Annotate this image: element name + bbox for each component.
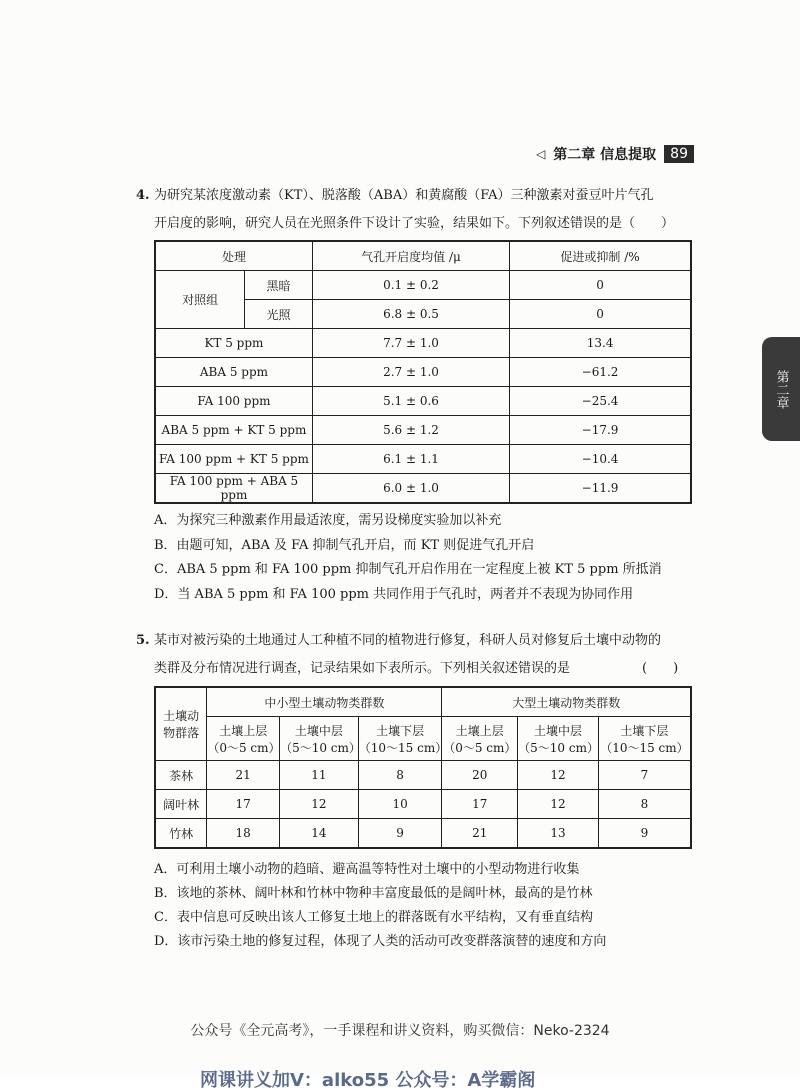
page-header (536, 144, 694, 164)
table-row (155, 474, 691, 504)
question-text-line: 类群及分布情况进行调查，记录结果如下表所示。下列相关叙述错误的是 (154, 661, 571, 676)
table-cell: 6.1 ± 1.1 (312, 445, 509, 474)
question-5 (136, 627, 696, 683)
table-cell: 9 (598, 819, 691, 849)
table-cell: ABA 5 ppm + KT 5 ppm (155, 416, 312, 445)
table-cell: −17.9 (510, 416, 691, 445)
header-cell: 土壤上层 （0～5 cm） (207, 717, 280, 761)
header-cell: 大型土壤动物类群数 (442, 687, 691, 717)
table-cell: 0 (510, 300, 691, 329)
option-d: D．当 ABA 5 ppm 和 FA 100 ppm 共同作用于气孔时，两者并不表现为协同作用 (154, 587, 634, 602)
table-cell: −11.9 (510, 474, 691, 504)
option-b: B．由题可知，ABA 及 FA 抑制气孔开启，而 KT 则促进气孔开启 (154, 538, 535, 553)
corner-cell: 土壤动物群落 (155, 687, 207, 761)
header-cell: 气孔开启度均值 /μ (312, 241, 509, 271)
table-cell: 8 (598, 790, 691, 819)
table-cell: 7.7 ± 1.0 (312, 329, 509, 358)
header-cell: 土壤下层 （10～15 cm） (598, 717, 691, 761)
table-cell: 2.7 ± 1.0 (312, 358, 509, 387)
table-header-row (155, 687, 691, 717)
table-row (155, 271, 691, 300)
question-number: 5. (136, 633, 150, 648)
footer-watermark: 网课讲义加V：alko55 公众号：A学霸阁 (200, 1070, 536, 1091)
header-cell: 土壤上层 （0～5 cm） (442, 717, 518, 761)
table-row (155, 329, 691, 358)
option-a: A．为探究三种激素作用最适浓度，需另设梯度实验加以补充 (154, 513, 502, 528)
option-d: D．该市污染土地的修复过程，体现了人类的活动可改变群落演替的速度和方向 (154, 934, 607, 949)
chapter-side-tab (762, 337, 800, 441)
table-cell: 5.1 ± 0.6 (312, 387, 509, 416)
table-row (155, 358, 691, 387)
table-cell: 13 (518, 819, 599, 849)
table-cell: 6.0 ± 1.0 (312, 474, 509, 504)
header-cell: 土壤下层 （10～15 cm） (358, 717, 442, 761)
table-cell: KT 5 ppm (155, 329, 312, 358)
table-cell: 7 (598, 761, 691, 790)
table-cell: 20 (442, 761, 518, 790)
table-cell: 12 (280, 790, 359, 819)
chapter-title: 第二章 信息提取 (553, 147, 657, 163)
side-tab-label: 第二章 (773, 369, 789, 409)
table-cell: 黑暗 (245, 271, 313, 300)
table-cell: 0 (510, 271, 691, 300)
table-cell: 6.8 ± 0.5 (312, 300, 509, 329)
table-cell: 13.4 (510, 329, 691, 358)
table-row (155, 387, 691, 416)
table-cell: 8 (358, 761, 442, 790)
question-number: 4. (136, 188, 150, 203)
option-c: C．表中信息可反映出该人工修复土地上的群落既有水平结构，又有垂直结构 (154, 910, 593, 925)
table-cell: 14 (280, 819, 359, 849)
header-cell: 中小型土壤动物类群数 (207, 687, 442, 717)
table-cell: 21 (207, 761, 280, 790)
triangle-icon: ◁ (536, 147, 546, 161)
table-cell: FA 100 ppm (155, 387, 312, 416)
table-cell: 9 (358, 819, 442, 849)
table-cell: 茶林 (155, 761, 207, 790)
footer-text: 公众号《全元高考》，一手课程和讲义资料，购买微信：Neko-2324 (190, 1023, 610, 1039)
table-cell: −10.4 (510, 445, 691, 474)
header-cell: 土壤中层 （5～10 cm） (280, 717, 359, 761)
page-number: 89 (664, 145, 694, 163)
table-cell: 0.1 ± 0.2 (312, 271, 509, 300)
table-cell: 5.6 ± 1.2 (312, 416, 509, 445)
table-cell: 18 (207, 819, 280, 849)
answer-paren: ( ) (642, 661, 679, 676)
option-b: B．该地的茶林、阔叶林和竹林中物种丰富度最低的是阔叶林，最高的是竹林 (154, 886, 593, 901)
table-cell: 光照 (245, 300, 313, 329)
table-cell: 17 (442, 790, 518, 819)
table-cell: −25.4 (510, 387, 691, 416)
table-row (155, 416, 691, 445)
table-cell: 10 (358, 790, 442, 819)
hormone-table (154, 240, 692, 504)
table-cell: ABA 5 ppm (155, 358, 312, 387)
table-cell: FA 100 ppm + ABA 5 ppm (155, 474, 312, 504)
table-header-row (155, 717, 691, 761)
table-row (155, 790, 691, 819)
option-c: C．ABA 5 ppm 和 FA 100 ppm 抑制气孔开启作用在一定程度上被 KT 5 ppm 所抵消 (154, 562, 662, 577)
header-cell: 处理 (155, 241, 312, 271)
question-text-line: 为研究某浓度激动素（KT）、脱落酸（ABA）和黄腐酸（FA）三种激素对蚕豆叶片气孔 (154, 188, 654, 203)
header-cell: 土壤中层 （5～10 cm） (518, 717, 599, 761)
table-cell: −61.2 (510, 358, 691, 387)
table-cell: 11 (280, 761, 359, 790)
question-text-line: 开启度的影响，研究人员在光照条件下设计了实验，结果如下。下列叙述错误的是（ ） (154, 216, 675, 231)
question-4 (136, 182, 696, 238)
table-row (155, 445, 691, 474)
table-row (155, 761, 691, 790)
table-cell: 21 (442, 819, 518, 849)
table-header-row (155, 241, 691, 271)
soil-animal-table (154, 686, 692, 849)
table-cell: FA 100 ppm + KT 5 ppm (155, 445, 312, 474)
table-cell: 12 (518, 790, 599, 819)
table-row (155, 819, 691, 849)
table-cell: 竹林 (155, 819, 207, 849)
table-cell: 17 (207, 790, 280, 819)
group-cell: 对照组 (155, 271, 245, 329)
table-cell: 12 (518, 761, 599, 790)
table-cell: 阔叶林 (155, 790, 207, 819)
header-cell: 促进或抑制 /% (510, 241, 691, 271)
option-a: A．可利用土壤小动物的趋暗、避高温等特性对土壤中的小型动物进行收集 (154, 862, 580, 877)
question-text-line: 某市对被污染的土地通过人工种植不同的植物进行修复，科研人员对修复后土壤中动物的 (154, 633, 662, 648)
